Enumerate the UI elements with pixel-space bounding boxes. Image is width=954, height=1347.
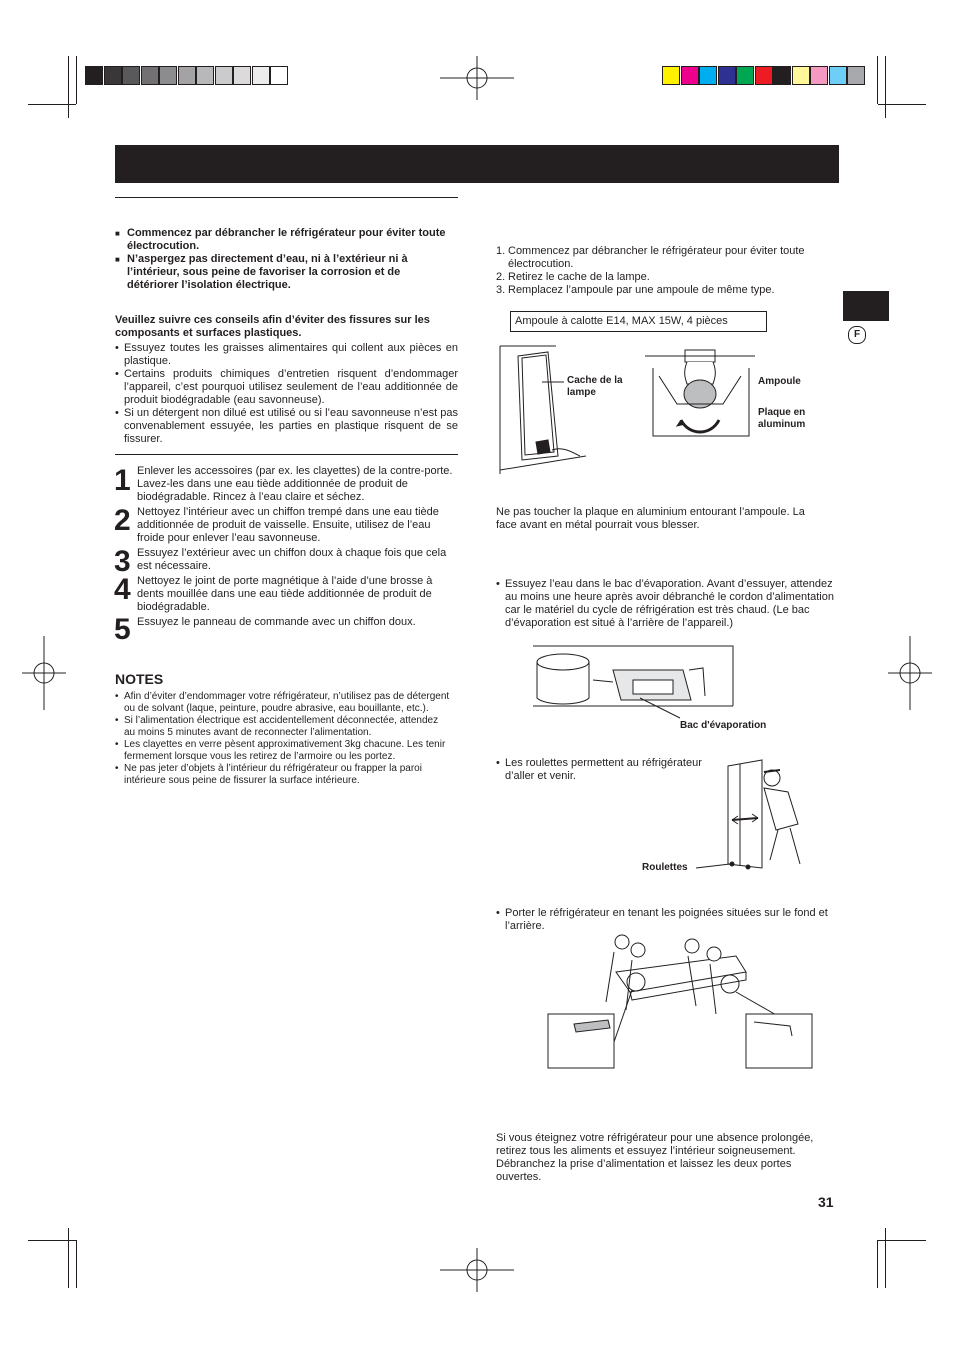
absence-text: Si vous éteignez votre réfrigérateur pour une absence prolongée, retirez tous les aliments et essuyez l’intérieur soigneusement. Débranchez la prise d’alimentation et laissez les deux portes ouvertes.: [496, 1132, 814, 1183]
plate-caution: Ne pas toucher la plaque en aluminium entourant l’ampoule. La face avant en métal pourrait vous blesser.: [496, 506, 805, 531]
label-plate: Plaque en aluminum: [758, 407, 806, 430]
step-number: 3: [114, 545, 131, 578]
bulb-spec-box: Ampoule à calotte E14, MAX 15W, 4 pièces: [510, 311, 767, 332]
label-evap: Bac d'évaporation: [680, 720, 767, 731]
color-swatch: [792, 66, 810, 85]
note-item: • Ne pas jeter d’objets à l’intérieur du réfrigérateur ou frapper la paroi intérieure sous peine de fissurer la surface intérieure.: [115, 763, 450, 787]
casters-leader-line: [696, 860, 736, 872]
warning-list: [115, 227, 450, 292]
lamp-steps: 1. Commencez par débrancher le réfrigérateur pour éviter toute électrocution. 2. Retirez le cache de la lampe. 3. Remplacez l’ampoule par une ampoule de même type.: [496, 245, 805, 296]
gray-swatch: [233, 66, 251, 85]
advice-title: Veuillez suivre ces conseils afin d’éviter des fissures sur les composants et surfaces plastiques.: [115, 314, 430, 339]
bulb-illustration: [645, 344, 760, 452]
step-text: Essuyez l’extérieur avec un chiffon doux à chaque fois que cela est nécessaire.: [137, 547, 447, 572]
casters-item: • Les roulettes permettent au réfrigérateur d’aller et venir.: [496, 757, 724, 783]
color-swatch: [699, 66, 717, 85]
left-mid-rule: [115, 454, 458, 455]
color-swatch: [829, 66, 847, 85]
step-text: Nettoyez l’intérieur avec un chiffon trempé dans une eau tiède additionnée de produit de vaisselle. Ensuite, utilisez de l’eau froide pour enlever l’eau savonneuse.: [137, 506, 439, 544]
gray-swatch: [122, 66, 140, 85]
color-swatch: [847, 66, 865, 85]
advice-item: • Certains produits chimiques d’entretien risquent d’endommager l’appareil, c’est pourquoi utilisez seulement de l’eau additionnée de produit biodégradable (eau savonneuse).: [115, 368, 458, 407]
color-swatch: [718, 66, 736, 85]
gray-swatch: [85, 66, 103, 85]
step-text: Enlever les accessoires (par ex. les clayettes) de la contre-porte. Lavez-les dans une eau tiède additionnée de produit de biodégradable. Rincez à l’eau claire et séchez.: [137, 465, 453, 503]
color-swatch: [810, 66, 828, 85]
gray-swatch: [178, 66, 196, 85]
label-bulb: Ampoule: [758, 376, 801, 387]
casters-illustration: [718, 758, 818, 874]
notes-list: [115, 691, 450, 787]
carry-list: [496, 907, 836, 933]
evap-leader-line: [640, 698, 690, 722]
evap-list: [496, 578, 841, 630]
step-text: Essuyez le panneau de commande avec un chiffon doux.: [137, 616, 416, 628]
header-band: [115, 145, 839, 183]
side-tab-letter: F: [848, 326, 866, 344]
step-number: 4: [114, 573, 131, 606]
casters-list: [496, 757, 724, 783]
note-item: • Les clayettes en verre pèsent approximativement 3kg chacune. Les tenir fermement lorsque vous les retirez de l’armoire ou les portez.: [115, 739, 450, 763]
step-number: 2: [114, 504, 131, 537]
warning-item: ■ N’aspergez pas directement d’eau, ni à l’extérieur ni à l’intérieur, sous peine de favoriser la corrosion et de détériorer l’isolation électrique.: [115, 253, 450, 292]
notes-title: NOTES: [115, 671, 164, 687]
gray-swatch: [215, 66, 233, 85]
evaporation-tray-illustration: [533, 640, 743, 716]
note-item: • Si l’alimentation électrique est accidentellement déconnectée, attendez au moins 5 minutes avant de reconnecter l’alimentation.: [115, 715, 450, 739]
advice-list: [115, 342, 458, 446]
step-text: Nettoyez le joint de porte magnétique à l’aide d’une brosse à dents mouillée dans une eau tiède additionnée de produit de biodégradable.: [137, 575, 433, 613]
evap-item: • Essuyez l’eau dans le bac d’évaporation. Avant d’essuyer, attendez au moins une heure après avoir débranché le cordon d’alimentation car le matériel du cycle de réfrigération est très chaud. (Le bac d’évaporation est situé à l’arrière de l’appareil.): [496, 578, 841, 630]
color-swatch: [755, 66, 773, 85]
label-lamp-cover: Cache de la lampe: [567, 375, 623, 398]
lamp-cover-illustration: [496, 344, 596, 476]
carrying-illustration: [546, 932, 816, 1072]
carry-item: • Porter le réfrigérateur en tenant les poignées situées sur le fond et l’arrière.: [496, 907, 836, 933]
advice-item: • Si un détergent non dilué est utilisé ou si l’eau savonneuse n’est pas convenablement essuyée, les parties en plastique risquent de se fissurer.: [115, 407, 458, 446]
gray-swatch: [270, 66, 288, 85]
color-swatch: [681, 66, 699, 85]
color-swatch: [773, 66, 791, 85]
note-item: • Afin d’éviter d’endommager votre réfrigérateur, n’utilisez pas de détergent ou de solvant (laque, peinture, poudre abrasive, eau bouillante, etc.).: [115, 691, 450, 715]
gray-swatch: [104, 66, 122, 85]
gray-swatch: [159, 66, 177, 85]
step-number: 1: [114, 464, 131, 497]
color-swatch: [736, 66, 754, 85]
advice-item: • Essuyez toutes les graisses alimentaires qui collent aux pièces en plastique.: [115, 342, 458, 368]
label-casters: Roulettes: [642, 862, 688, 873]
gray-swatch: [141, 66, 159, 85]
left-top-rule: [115, 197, 458, 198]
color-swatch: [662, 66, 680, 85]
page-number: 31: [818, 1194, 834, 1210]
gray-swatch: [196, 66, 214, 85]
side-tab: [843, 291, 889, 321]
step-number: 5: [114, 613, 131, 646]
warning-item: ■ Commencez par débrancher le réfrigérateur pour éviter toute électrocution.: [115, 227, 450, 253]
gray-swatch: [252, 66, 270, 85]
